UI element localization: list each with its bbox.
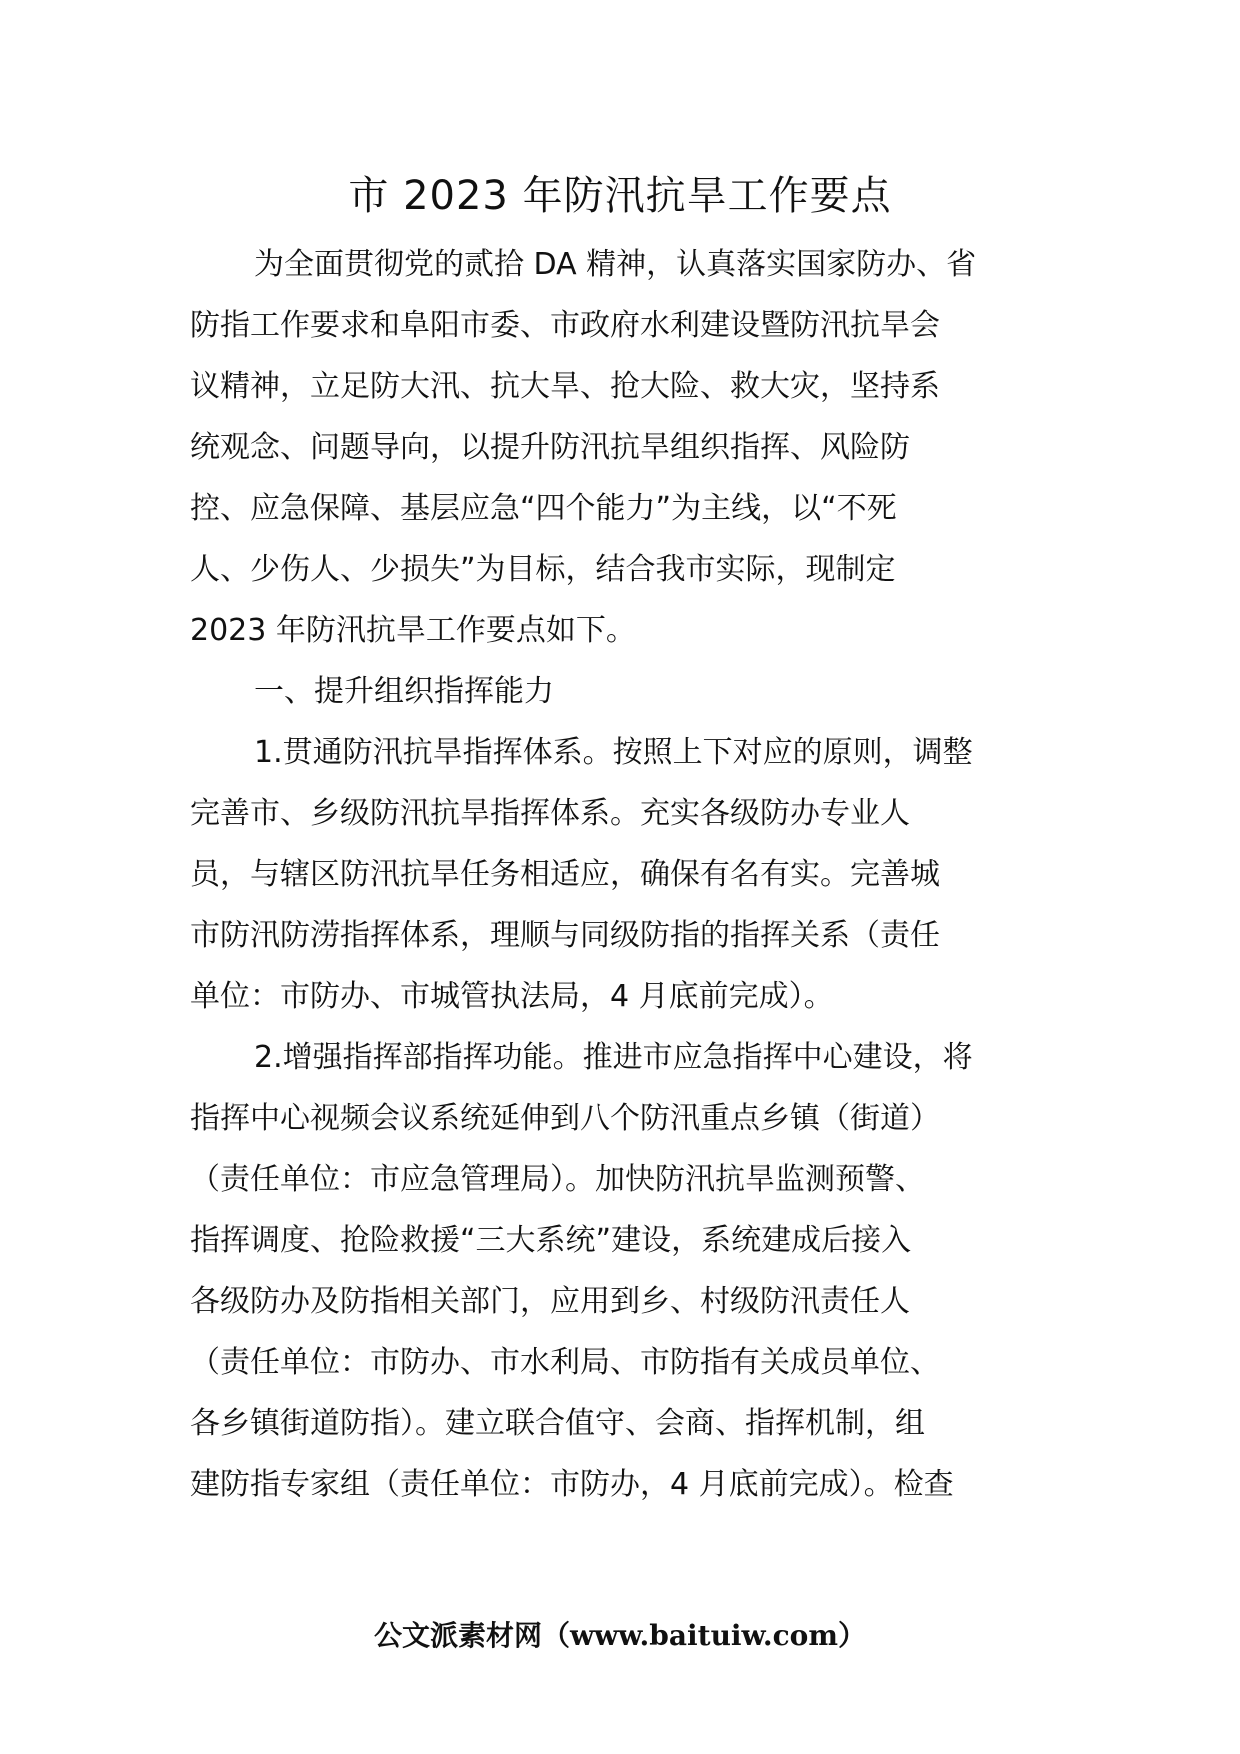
paragraph-line: 统观念、问题导向，以提升防汛抗旱组织指挥、风险防 [190,430,910,465]
paragraph-line: 为全面贯彻党的贰拾 DA 精神，认真落实国家防办、省 [254,247,977,282]
paragraph-line: 2023 年防汛抗旱工作要点如下。 [190,613,636,648]
document-body [190,234,1052,1515]
paragraph-line: 2.增强指挥部指挥功能。推进市应急指挥中心建设，将 [254,1040,973,1075]
paragraph-line: 市防汛防涝指挥体系，理顺与同级防指的指挥关系（责任 [190,918,940,953]
paragraph-line: 单位：市防办、市城管执法局，4 月底前完成）。 [190,979,834,1014]
paragraph-line: 防指工作要求和阜阳市委、市政府水利建设暨防汛抗旱会 [190,308,940,343]
paragraph-line: 控、应急保障、基层应急“四个能力”为主线，以“不死 [190,491,897,526]
paragraph-line: 1.贯通防汛抗旱指挥体系。按照上下对应的原则，调整 [254,735,973,770]
paragraph-line: （责任单位：市应急管理局）。加快防汛抗旱监测预警、 [190,1162,925,1197]
paragraph-line: 建防指专家组（责任单位：市防办，4 月底前完成）。检查 [190,1467,954,1502]
paragraph-line: 指挥中心视频会议系统延伸到八个防汛重点乡镇（街道） [190,1101,940,1136]
paragraph-line: 人、少伤人、少损失”为目标，结合我市实际，现制定 [190,552,896,587]
footer-watermark: 公文派素材网（www.baituiw.com） [374,1619,866,1652]
paragraph-line: 完善市、乡级防汛抗旱指挥体系。充实各级防办专业人 [190,796,910,831]
paragraph-line: （责任单位：市防办、市水利局、市防指有关成员单位、 [190,1345,940,1380]
document-title: 市 2023 年防汛抗旱工作要点 [348,173,892,219]
paragraph-line: 各乡镇街道防指）。建立联合值守、会商、指挥机制，组 [190,1406,925,1441]
paragraph-line: 员，与辖区防汛抗旱任务相适应，确保有名有实。完善城 [190,857,940,892]
paragraph-line: 各级防办及防指相关部门，应用到乡、村级防汛责任人 [190,1284,910,1319]
paragraph-line: 议精神，立足防大汛、抗大旱、抢大险、救大灾，坚持系 [190,369,940,404]
paragraph-line: 指挥调度、抢险救援“三大系统”建设，系统建成后接入 [190,1223,912,1258]
section-heading: 一、提升组织指挥能力 [254,674,554,709]
